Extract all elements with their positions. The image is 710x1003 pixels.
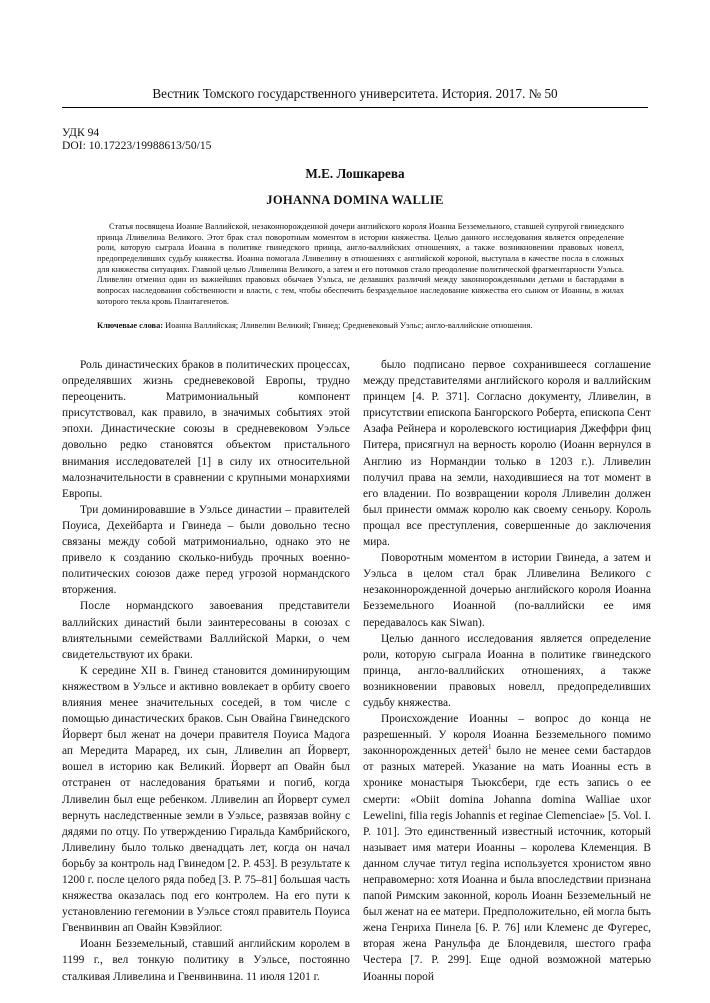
paragraph-text: было не менее семи бастардов от разных матерей. Указание на мать Иоанны есть в хронике монастыря Тьюксбери, где есть запись о ее смерти: «Obiit domina Johanna domina Walliae uxor Lewelini, filia regis Johannis et reginae Clemenciae» [5. Vol. I. P. 101]. Это единственный известный источник, который называет имя матери Иоанны – королева Клеменция. В данном случае титул regina используется хронистом явно неправомерно: хотя Иоанна и была впоследствии признана папой Римским законной, король Иоанн Безземельный не был женат на ее матери. Предположительно, ей могла быть жена Генриха Пинела [6. P. 76] или Клеменс де Фугерес, вторая жена Ранульфа де Блондевиля, шестого графа Честера [7. P. 299]. Еще одной возможной матерью Иоанны порой [363, 745, 651, 983]
author-name: М.Е. Лошкарева [305, 166, 405, 181]
footnote-marker: 1 [488, 743, 492, 752]
header-rule [62, 107, 648, 108]
paragraph: После нормандского завоевания представители валлийских династий были заинтересованы в союзах с влиятельными семействами Валлийской Марки, о чем свидетельствуют их браки. [62, 600, 350, 661]
keywords [97, 321, 624, 332]
keywords-label: Ключевые слова: [97, 321, 164, 330]
paragraph [363, 711, 651, 985]
paragraph: Целью данного исследования является определение роли, которую сыграла Иоанна в политике гвинедского принца, англо-валлийских отношениях, а также возникновении правовых новелл, предопределивших судьбу княжества. [363, 632, 651, 709]
paragraph: Три доминировавшие в Уэльсе династии – правителей Поуиса, Дехейбарта и Гвинеда – были довольно тесно связаны между собой матримониально, однако это не привело к созданию сколько-нибудь прочных военно-политических союзов даже перед угрозой нормандского вторжения. [62, 503, 350, 597]
paragraph-text: Происхождение Иоанны – вопрос до конца не разрешенный. У короля Иоанна Безземельного помимо законнорожденных детей [363, 713, 651, 758]
body-column-right [363, 357, 651, 985]
paragraph: Иоанн Безземельный, ставший английским королем в 1199 г., вел тонкую политику в Уэльсе, постоянно сталкивая Лливелина и Гвенвинвина. 11 июля 1201 г. [62, 938, 350, 983]
doi: DOI: 10.17223/19988613/50/15 [62, 139, 212, 152]
paragraph: было подписано первое сохранившееся соглашение между представителями английского короля и валлийским принцем [4. P. 371]. Согласно документу, Лливелин, в присутствии епископа Бангорского Роберта, епископа Сент Азафа Рейнера и королевского юстициария Джеффри фиц Питера, присягнул на верность королю (Иоанн вернулся в Англию из Нормандии только в 1203 г.). Лливелин получил права на земли, находившиеся на тот момент в его владении. По возвращении короля Лливелин должен был принести оммаж королю как своему сеньору. Король прощал все преступления, совершенные до заключения мира. [363, 359, 651, 549]
paragraph: Поворотным моментом в истории Гвинеда, а затем и Уэльса в целом стал брак Лливелина Великого с незаконнорожденной дочерью английского короля Иоанна Безземельного Иоанной (по-валлийски ее имя передавалось как Siwan). [363, 552, 651, 629]
udk-code: УДК 94 [62, 126, 100, 139]
body-column-left [62, 357, 350, 985]
paragraph: Роль династических браков в политических процессах, определявших жизнь средневековой Европы, трудно переоценить. Матримониальный компонент присутствовал, как правило, в значимых событиях этой эпохи. Династические союзы в средневековом Уэльсе довольно редко становятся объектом пристального внимания исследователей [1] в силу их относительной малозначительности в сравнении с крупными монархиями Европы. [62, 359, 350, 500]
article-meta [62, 126, 211, 152]
paragraph: К середине XII в. Гвинед становится доминирующим княжеством в Уэльсе и активно вовлекает в орбиту своего влияния менее значительных соседей, в том числе с помощью династических браков. Сын Овайна Гвинедского Йорверт был женат на дочери правителя Поуиса Мадога ап Мередита Мараред, их сын, Лливелин ап Йорверт, вошел в историю как Великий. Йорверт ап Овайн был отстранен от наследования братьями и погиб, когда Лливелин был еще ребенком. Лливелин ап Йорверт сумел вернуть наследственные земли в Уэльсе, развязав войну с дядями по отцу. По утверждению Гиральда Камбрийского, Лливелину было только двенадцать лет, когда он начал борьбу за контроль над Гвинедом [2. P. 453]. В результате к 1200 г. после целого ряда побед [3. P. 75–81] большая часть княжества оказалась под его контролем. На его пути к установлению гегемонии в Уэльсе стоял правитель Поуиса Гвенвинвин ап Овайн Кэвэйлиог. [62, 664, 350, 935]
abstract: Статья посвящена Иоанне Валлийской, незаконнорожденной дочери английского короля Иоанна Безземельного, ставшей супругой гвинедского принца Лливелина Великого. Этот брак стал поворотным моментом в истории княжества. Целью данного исследования является определение роли, которую сыграла Иоанна в политике гвинедского принца, англо-валлийских отношениях, а также возникновении правовых новелл, предопределивших судьбу княжества. Иоанна помогала Лливелину в отношениях с английской короной, выступала в качестве посла в сложных для княжества ситуациях. Главной целью Лливелина Великого, а затем и его потомков стало преодоление политической фрагментарности Уэльса. Лливелин отменил один из важнейших правовых обычаев Уэльса, не делавших различий между законнорожденными детьми и бастардами в вопросах наследования собственности и власти, с тем, чтобы обеспечить безраздельное наследование княжества его сыном от Иоанны, в жилах которого текла кровь Плантагенетов. [97, 222, 624, 306]
running-head: Вестник Томского государственного университета. История. 2017. № 50 [152, 86, 558, 101]
keywords-text: Иоанна Валлийская; Лливелин Великий; Гвинед; Средневековый Уэльс; англо-валлийские отношения. [163, 321, 533, 330]
article-title: JOHANNA DOMINA WALLIE [266, 193, 444, 207]
